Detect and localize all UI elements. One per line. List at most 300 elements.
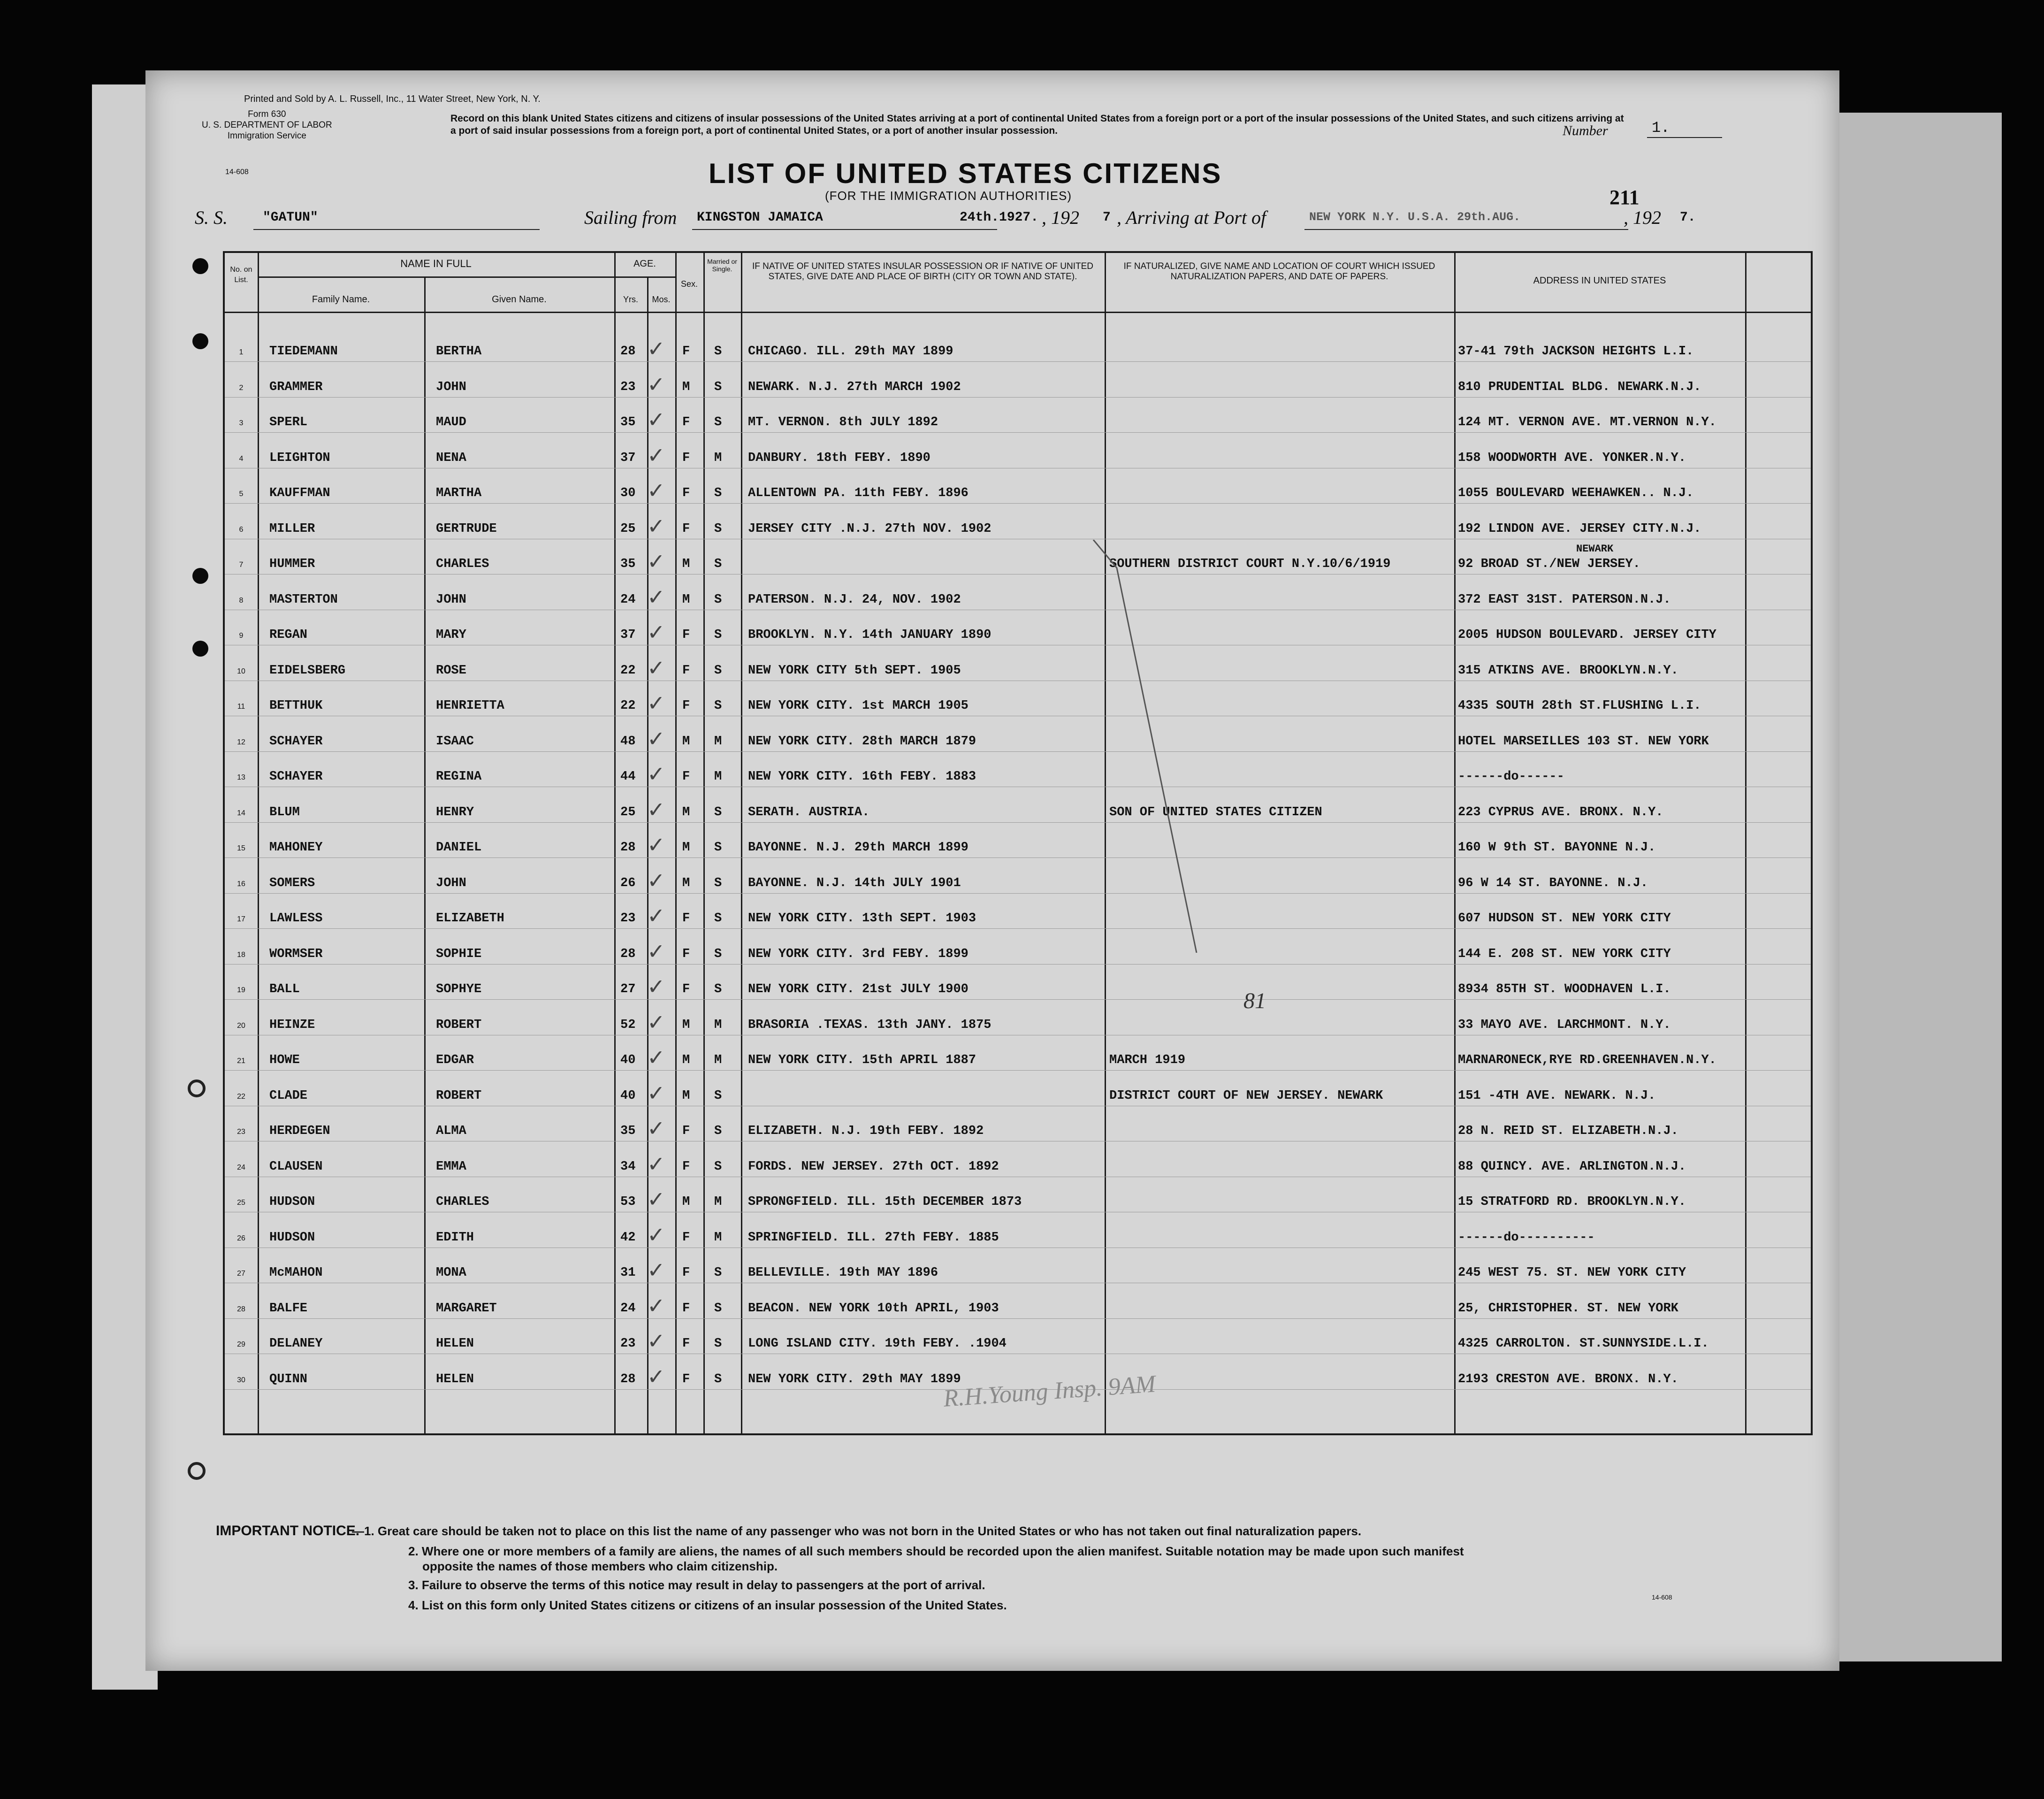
address: 245 WEST 75. ST. NEW YORK CITY	[1458, 1266, 1686, 1280]
manifest-page	[145, 70, 1839, 1671]
birth-info: SPRINGFIELD. ILL. 27th FEBY. 1885	[748, 1230, 999, 1245]
age-years: 26	[620, 876, 636, 890]
header-divider	[225, 312, 1811, 313]
marital-status: S	[714, 805, 722, 819]
sex: F	[682, 699, 690, 713]
given-name: HENRY	[436, 805, 474, 819]
marital-status: M	[714, 451, 722, 465]
marital-status: S	[714, 982, 722, 996]
check-mark-icon: ✓	[647, 1009, 665, 1035]
check-mark-icon: ✓	[647, 761, 665, 787]
family-name: BETTHUK	[269, 699, 323, 713]
col-birth-header: IF NATIVE OF UNITED STATES INSULAR POSSESSION OR IF NATIVE OF UNITED STATES, GIVE DATE AND PLACE OF BIRTH (CITY OR TOWN AND STATE).	[752, 261, 1093, 282]
family-name: WORMSER	[269, 947, 323, 961]
col-naturalized-header: IF NATURALIZED, GIVE NAME AND LOCATION OF COURT WHICH ISSUED NATURALIZATION PAPERS, AND DATE OF PAPERS.	[1123, 261, 1435, 282]
given-name: GERTRUDE	[436, 521, 497, 536]
birth-info: BROOKLYN. N.Y. 14th JANUARY 1890	[748, 628, 991, 642]
sex: F	[682, 911, 690, 926]
given-name: SOPHIE	[436, 947, 482, 961]
sex: M	[682, 1088, 690, 1103]
column-divider	[258, 253, 259, 1433]
punch-hole	[192, 568, 208, 584]
address: 1055 BOULEVARD WEEHAWKEN.. N.J.	[1458, 486, 1694, 500]
page-subtitle: (FOR THE IMMIGRATION AUTHORITIES)	[825, 189, 1072, 203]
sex: M	[682, 592, 690, 607]
row-number: 30	[237, 1376, 245, 1384]
check-mark-icon: ✓	[647, 1187, 665, 1212]
notice-label: IMPORTANT NOTICE.	[216, 1523, 360, 1539]
sailing-date: 24th.1927.	[960, 210, 1039, 225]
age-years: 35	[620, 1124, 636, 1138]
age-years: 23	[620, 1337, 636, 1351]
number-value: 1.	[1652, 119, 1670, 137]
age-years: 52	[620, 1018, 636, 1032]
birth-info: MT. VERNON. 8th JULY 1892	[748, 415, 938, 429]
marital-status: M	[714, 1053, 722, 1067]
row-number: 23	[237, 1128, 245, 1136]
marital-status: S	[714, 415, 722, 429]
sex: F	[682, 1159, 690, 1174]
given-name: DANIEL	[436, 841, 482, 855]
birth-info: BRASORIA .TEXAS. 13th JANY. 1875	[748, 1018, 991, 1032]
address: 15 STRATFORD RD. BROOKLYN.N.Y.	[1458, 1195, 1686, 1209]
sex: M	[682, 1053, 690, 1067]
age-years: 28	[620, 841, 636, 855]
column-divider	[614, 253, 616, 1433]
birth-info: LONG ISLAND CITY. 19th FEBY. .1904	[748, 1337, 1007, 1351]
address: 810 PRUDENTIAL BLDG. NEWARK.N.J.	[1458, 380, 1701, 394]
col-given-header: Given Name.	[492, 294, 547, 305]
marital-status: S	[714, 1337, 722, 1351]
col-age-header: AGE.	[633, 259, 656, 269]
form-number: Form 630	[248, 109, 286, 119]
row-number: 17	[237, 915, 245, 923]
age-years: 28	[620, 1372, 636, 1386]
arriving-label: , Arriving at Port of	[1117, 207, 1266, 228]
family-name: BALL	[269, 982, 300, 996]
sex: F	[682, 344, 690, 359]
col-name-header: NAME IN FULL	[400, 258, 472, 269]
family-name: KAUFFMAN	[269, 486, 330, 500]
marital-status: M	[714, 1195, 722, 1209]
sex: F	[682, 947, 690, 961]
birth-info: SPRONGFIELD. ILL. 15th DECEMBER 1873	[748, 1195, 1022, 1209]
punch-hole	[192, 641, 208, 657]
age-years: 25	[620, 805, 636, 819]
address: 25, CHRISTOPHER. ST. NEW YORK	[1458, 1301, 1678, 1316]
address: ------do------	[1458, 770, 1564, 784]
birth-info: FORDS. NEW JERSEY. 27th OCT. 1892	[748, 1159, 999, 1174]
pencil-checkmark	[1089, 540, 1201, 953]
header-divider	[258, 276, 675, 278]
notice-item-2-cont: opposite the names of those members who claim citizenship.	[422, 1559, 778, 1573]
birth-info: SERATH. AUSTRIA.	[748, 805, 870, 819]
row-number: 29	[237, 1340, 245, 1348]
year-value: 7.	[1680, 210, 1696, 225]
address-note: NEWARK	[1576, 543, 1614, 555]
row-number: 7	[239, 561, 244, 569]
age-years: 23	[620, 911, 636, 926]
row-number: 19	[237, 986, 245, 994]
check-mark-icon: ✓	[647, 549, 665, 574]
check-mark-icon: ✓	[647, 938, 665, 964]
address: 96 W 14 ST. BAYONNE. N.J.	[1458, 876, 1648, 890]
birth-info: NEWARK. N.J. 27th MARCH 1902	[748, 380, 961, 394]
row-number: 10	[237, 667, 245, 675]
address: 372 EAST 31ST. PATERSON.N.J.	[1458, 592, 1671, 607]
given-name: HELEN	[436, 1337, 474, 1351]
sex: M	[682, 841, 690, 855]
row-number: 28	[237, 1305, 245, 1313]
age-years: 28	[620, 947, 636, 961]
check-mark-icon: ✓	[647, 336, 665, 361]
age-years: 30	[620, 486, 636, 500]
marital-status: S	[714, 699, 722, 713]
age-years: 24	[620, 592, 636, 607]
row-number: 26	[237, 1234, 245, 1242]
check-mark-icon: ✓	[647, 407, 665, 432]
check-mark-icon: ✓	[647, 1363, 665, 1389]
row-rule	[225, 928, 1811, 929]
row-number: 4	[239, 454, 244, 463]
family-name: CLADE	[269, 1088, 308, 1103]
address: 2005 HUDSON BOULEVARD. JERSEY CITY	[1458, 628, 1716, 642]
row-rule	[225, 397, 1811, 398]
marital-status: S	[714, 947, 722, 961]
address: 315 ATKINS AVE. BROOKLYN.N.Y.	[1458, 663, 1678, 678]
address: 124 MT. VERNON AVE. MT.VERNON N.Y.	[1458, 415, 1716, 429]
col-family-header: Family Name.	[312, 294, 370, 305]
check-mark-icon: ✓	[647, 867, 665, 893]
naturalization-info: SOUTHERN DISTRICT COURT N.Y.10/6/1919	[1109, 557, 1391, 571]
inspector-signature: R.H.Young Insp. 9AM	[942, 1370, 1157, 1412]
age-years: 37	[620, 451, 636, 465]
check-mark-icon: ✓	[647, 513, 665, 539]
number-underline	[1647, 137, 1722, 138]
age-years: 22	[620, 699, 636, 713]
col-no-header: No. on List.	[230, 266, 252, 284]
year-value: 7	[1103, 210, 1111, 225]
year-label: , 192	[1624, 207, 1661, 228]
row-rule	[225, 999, 1811, 1000]
given-name: CHARLES	[436, 557, 489, 571]
sex: M	[682, 1195, 690, 1209]
marital-status: S	[714, 911, 722, 926]
sex: F	[682, 628, 690, 642]
family-name: EIDELSBERG	[269, 663, 346, 678]
number-label: Number	[1563, 123, 1608, 138]
sailing-line	[692, 229, 997, 230]
naturalization-info: DISTRICT COURT OF NEW JERSEY. NEWARK	[1109, 1088, 1383, 1103]
sex: M	[682, 380, 690, 394]
form-code: 14-608	[225, 168, 249, 176]
row-number: 27	[237, 1270, 245, 1278]
sex: F	[682, 415, 690, 429]
row-number: 2	[239, 383, 244, 392]
family-name: SCHAYER	[269, 734, 323, 749]
sex: F	[682, 1372, 690, 1386]
family-name: SPERL	[269, 415, 308, 429]
col-mos-header: Mos.	[652, 295, 671, 304]
family-name: QUINN	[269, 1372, 308, 1386]
printer-note: Printed and Sold by A. L. Russell, Inc., 11 Water Street, New York, N. Y.	[244, 94, 541, 104]
col-yrs-header: Yrs.	[623, 295, 638, 304]
given-name: MARGARET	[436, 1301, 497, 1316]
form-code: 14-608	[1652, 1593, 1672, 1601]
pencil-number: 81	[1243, 988, 1266, 1013]
check-mark-icon: ✓	[647, 620, 665, 645]
marital-status: S	[714, 557, 722, 571]
age-years: 40	[620, 1088, 636, 1103]
column-divider	[1454, 253, 1456, 1433]
check-mark-icon: ✓	[647, 584, 665, 610]
address: 92 BROAD ST./NEW JERSEY.	[1458, 557, 1640, 571]
row-number: 20	[237, 1021, 245, 1030]
age-years: 42	[620, 1230, 636, 1245]
row-rule	[225, 1318, 1811, 1319]
family-name: SCHAYER	[269, 770, 323, 784]
birth-info: NEW YORK CITY 5th SEPT. 1905	[748, 663, 961, 678]
ship-name: "GATUN"	[263, 210, 318, 225]
birth-info: ELIZABETH. N.J. 19th FEBY. 1892	[748, 1124, 984, 1138]
sex: F	[682, 770, 690, 784]
given-name: ROSE	[436, 663, 466, 678]
given-name: JOHN	[436, 592, 466, 607]
family-name: MAHONEY	[269, 841, 323, 855]
check-mark-icon: ✓	[647, 1257, 665, 1283]
age-years: 34	[620, 1159, 636, 1174]
arriving-port: NEW YORK N.Y. U.S.A. 29th.AUG.	[1309, 210, 1521, 224]
notice-item-2: 2. Where one or more members of a family are aliens, the names of all such members should be recorded upon the alien manifest. Suitable notation may be made upon such manifest	[408, 1544, 1464, 1558]
family-name: HEINZE	[269, 1018, 315, 1032]
address: 223 CYPRUS AVE. BRONX. N.Y.	[1458, 805, 1663, 819]
address: 33 MAYO AVE. LARCHMONT. N.Y.	[1458, 1018, 1671, 1032]
marital-status: S	[714, 1088, 722, 1103]
row-number: 21	[237, 1057, 245, 1065]
address: 192 LINDON AVE. JERSEY CITY.N.J.	[1458, 521, 1701, 536]
sex: F	[682, 1337, 690, 1351]
row-rule	[225, 432, 1811, 433]
sex: F	[682, 982, 690, 996]
given-name: ROBERT	[436, 1018, 482, 1032]
family-name: MILLER	[269, 521, 315, 536]
marital-status: S	[714, 876, 722, 890]
family-name: SOMERS	[269, 876, 315, 890]
address: 151 -4TH AVE. NEWARK. N.J.	[1458, 1088, 1656, 1103]
family-name: CLAUSEN	[269, 1159, 323, 1174]
year-label: , 192	[1042, 207, 1079, 228]
check-mark-icon: ✓	[647, 442, 665, 468]
ship-line	[253, 229, 540, 230]
sailing-port: KINGSTON JAMAICA	[697, 210, 823, 225]
page-title: LIST OF UNITED STATES CITIZENS	[709, 158, 1222, 189]
birth-info: NEW YORK CITY. 1st MARCH 1905	[748, 699, 969, 713]
row-number: 9	[239, 632, 244, 640]
row-number: 18	[237, 950, 245, 959]
family-name: BLUM	[269, 805, 300, 819]
family-name: HOWE	[269, 1053, 300, 1067]
col-address-header: ADDRESS IN UNITED STATES	[1533, 276, 1666, 286]
check-mark-icon: ✓	[647, 1328, 665, 1354]
notice-item-1: —1. Great care should be taken not to place on this list the name of any passenger who was not born in the United States or who has not taken out final naturalization papers.	[352, 1524, 1362, 1538]
row-number: 14	[237, 809, 245, 817]
age-years: 24	[620, 1301, 636, 1316]
given-name: EDGAR	[436, 1053, 474, 1067]
family-name: LEIGHTON	[269, 451, 330, 465]
row-number: 12	[237, 738, 245, 746]
age-years: 23	[620, 380, 636, 394]
check-mark-icon: ✓	[647, 726, 665, 751]
row-number: 3	[239, 419, 244, 427]
given-name: NENA	[436, 451, 466, 465]
age-years: 35	[620, 557, 636, 571]
address: 28 N. REID ST. ELIZABETH.N.J.	[1458, 1124, 1678, 1138]
sex: M	[682, 876, 690, 890]
marital-status: S	[714, 1301, 722, 1316]
family-name: GRAMMER	[269, 380, 323, 394]
row-number: 15	[237, 844, 245, 852]
check-mark-icon: ✓	[647, 1116, 665, 1141]
birth-info: BELLEVILLE. 19th MAY 1896	[748, 1266, 938, 1280]
sex: F	[682, 1266, 690, 1280]
check-mark-icon: ✓	[647, 371, 665, 397]
given-name: MONA	[436, 1266, 466, 1280]
marital-status: S	[714, 1266, 722, 1280]
row-rule	[225, 822, 1811, 823]
birth-info: BEACON. NEW YORK 10th APRIL, 1903	[748, 1301, 999, 1316]
given-name: BERTHA	[436, 344, 482, 359]
sex: M	[682, 1018, 690, 1032]
family-name: McMAHON	[269, 1266, 323, 1280]
stamped-page-number: 211	[1609, 186, 1640, 209]
birth-info: NEW YORK CITY. 28th MARCH 1879	[748, 734, 976, 749]
row-rule	[225, 1070, 1811, 1071]
age-years: 44	[620, 770, 636, 784]
row-number: 1	[239, 348, 244, 356]
notice-item-3: 3. Failure to observe the terms of this notice may result in delay to passengers at the port of arrival.	[408, 1578, 985, 1592]
marital-status: S	[714, 841, 722, 855]
marital-status: S	[714, 592, 722, 607]
family-name: LAWLESS	[269, 911, 323, 926]
birth-info: BAYONNE. N.J. 29th MARCH 1899	[748, 841, 969, 855]
punch-hole	[192, 258, 208, 274]
check-mark-icon: ✓	[647, 1080, 665, 1106]
column-divider	[703, 253, 705, 1433]
row-number: 5	[239, 490, 244, 498]
marital-status: M	[714, 734, 722, 749]
family-name: BALFE	[269, 1301, 308, 1316]
row-number: 13	[237, 773, 245, 781]
citizens-table	[223, 251, 1813, 1435]
age-years: 37	[620, 628, 636, 642]
form-info	[202, 109, 332, 141]
row-number: 25	[237, 1199, 245, 1207]
age-years: 31	[620, 1266, 636, 1280]
address: 4335 SOUTH 28th ST.FLUSHING L.I.	[1458, 699, 1701, 713]
row-number: 11	[237, 703, 245, 711]
given-name: MARTHA	[436, 486, 482, 500]
address: ------do----------	[1458, 1230, 1595, 1245]
age-years: 48	[620, 734, 636, 749]
naturalization-info: SON OF UNITED STATES CITIZEN	[1109, 805, 1322, 819]
age-years: 27	[620, 982, 636, 996]
department-name: U. S. DEPARTMENT OF LABOR	[202, 120, 332, 130]
address: 2193 CRESTON AVE. BRONX. N.Y.	[1458, 1372, 1678, 1386]
row-rule	[225, 893, 1811, 894]
punch-hole	[192, 333, 208, 349]
column-divider	[741, 253, 742, 1433]
given-name: ELIZABETH	[436, 911, 504, 926]
marital-status: S	[714, 344, 722, 359]
marital-status: S	[714, 486, 722, 500]
check-mark-icon: ✓	[647, 1151, 665, 1177]
birth-info: NEW YORK CITY. 16th FEBY. 1883	[748, 770, 976, 784]
sex: F	[682, 451, 690, 465]
birth-info: CHICAGO. ILL. 29th MAY 1899	[748, 344, 953, 359]
given-name: CHARLES	[436, 1195, 489, 1209]
address: 607 HUDSON ST. NEW YORK CITY	[1458, 911, 1671, 926]
check-mark-icon: ✓	[647, 903, 665, 928]
age-years: 25	[620, 521, 636, 536]
family-name: HUMMER	[269, 557, 315, 571]
row-rule	[225, 751, 1811, 752]
given-name: HELEN	[436, 1372, 474, 1386]
birth-info: PATERSON. N.J. 24, NOV. 1902	[748, 592, 961, 607]
address: 8934 85TH ST. WOODHAVEN L.I.	[1458, 982, 1671, 996]
birth-info: JERSEY CITY .N.J. 27th NOV. 1902	[748, 521, 991, 536]
age-years: 40	[620, 1053, 636, 1067]
marital-status: M	[714, 1230, 722, 1245]
family-name: HERDEGEN	[269, 1124, 330, 1138]
family-name: REGAN	[269, 628, 308, 642]
check-mark-icon: ✓	[647, 974, 665, 999]
marital-status: S	[714, 1372, 722, 1386]
birth-info: ALLENTOWN PA. 11th FEBY. 1896	[748, 486, 969, 500]
arriving-line	[1304, 229, 1628, 230]
marital-status: M	[714, 770, 722, 784]
marital-status: S	[714, 1159, 722, 1174]
address: 144 E. 208 ST. NEW YORK CITY	[1458, 947, 1671, 961]
birth-info: NEW YORK CITY. 15th APRIL 1887	[748, 1053, 976, 1067]
row-number: 24	[237, 1163, 245, 1171]
family-name: TIEDEMANN	[269, 344, 338, 359]
marital-status: S	[714, 380, 722, 394]
given-name: ROBERT	[436, 1088, 482, 1103]
marital-status: S	[714, 521, 722, 536]
row-rule	[225, 964, 1811, 965]
marital-status: M	[714, 1018, 722, 1032]
given-name: HENRIETTA	[436, 699, 504, 713]
column-divider	[675, 253, 677, 1433]
family-name: MASTERTON	[269, 592, 338, 607]
sex: F	[682, 1230, 690, 1245]
sex: F	[682, 1301, 690, 1316]
marital-status: S	[714, 1124, 722, 1138]
row-number: 16	[237, 880, 245, 888]
sex: F	[682, 1124, 690, 1138]
given-name: JOHN	[436, 380, 466, 394]
naturalization-info: MARCH 1919	[1109, 1053, 1186, 1067]
check-mark-icon: ✓	[647, 796, 665, 822]
row-number: 22	[237, 1092, 245, 1101]
col-marital-header: Married or Single.	[707, 258, 737, 273]
ss-label: S. S.	[195, 207, 228, 228]
birth-info: NEW YORK CITY. 21st JULY 1900	[748, 982, 969, 996]
punch-hole	[188, 1462, 206, 1480]
age-years: 22	[620, 663, 636, 678]
row-number: 8	[239, 596, 244, 605]
given-name: JOHN	[436, 876, 466, 890]
